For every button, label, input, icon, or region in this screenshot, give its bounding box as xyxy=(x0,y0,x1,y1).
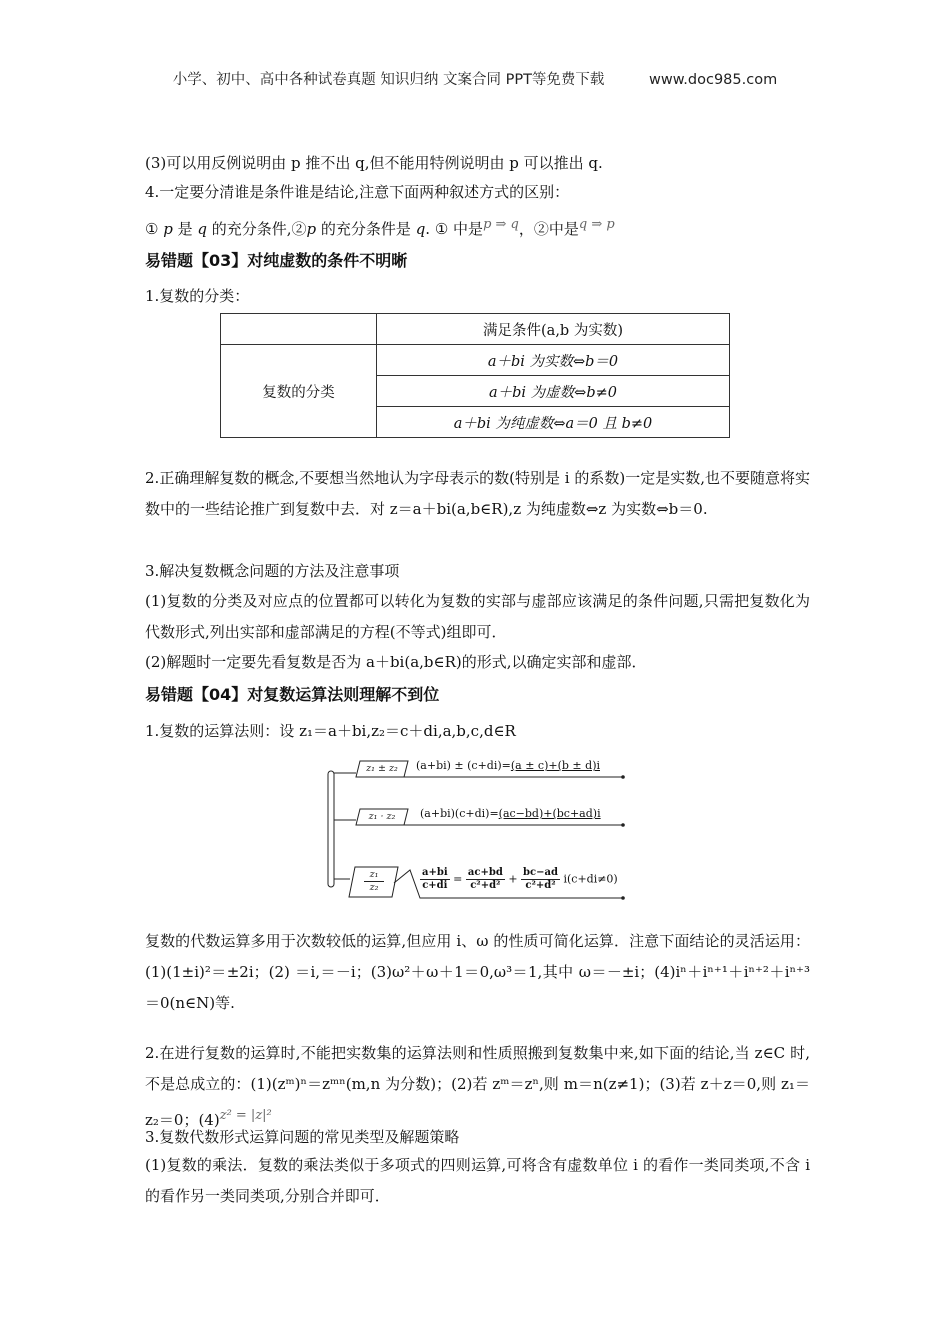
t3c: 的充分条件,② xyxy=(206,220,307,238)
rule-add-sub xyxy=(416,759,600,772)
t3f: ，②中是 xyxy=(518,220,579,238)
table-cell: a＋bi 为纯虚数⇔a＝0 且 b≠0 xyxy=(377,407,730,438)
ops-title: 1.复数的运算法则：设 z₁＝a＋bi,z₂＝c＋di,a,b,c,d∈R xyxy=(145,722,516,740)
rule3-eq: = xyxy=(453,872,463,886)
t3q2: q xyxy=(415,220,426,238)
text-line-1: (3)可以用反例说明由 p 推不出 q,但不能用特例说明由 p 可以推出 q. xyxy=(145,154,603,172)
box-add-sub: z₁ ± z₂ xyxy=(366,763,398,774)
t3e: . ① 中是 xyxy=(425,220,484,238)
table-cell: a＋bi 为虚数⇔b≠0 xyxy=(377,376,730,407)
rule-mul xyxy=(420,807,601,820)
t3q: q xyxy=(197,220,207,238)
implication-1: p ⇒ q xyxy=(483,217,519,232)
heading-03: 易错题【03】对纯虚数的条件不明晰 xyxy=(145,251,408,270)
rule2-result: (ac−bd)+(bc+ad)i xyxy=(498,807,601,820)
paragraph-4: 复数的代数运算多用于次数较低的运算,但应用 i、ω 的性质可简化运算．注意下面结论的灵活运用：(1)(1±i)²＝±2i；(2) ＝i,＝－i；(3)ω²＋ω＋1＝0,ω³＝1,其中 ω＝－±i；(4)iⁿ＋iⁿ⁺¹＋iⁿ⁺²＋iⁿ⁺³＝0(n∈N)等. xyxy=(145,932,810,1012)
p6-item-1: (1)复数的乘法．复数的乘法类似于多项式的四则运算,可将含有虚数单位 i 的看作一类同类项,不含 i 的看作另一类同类项,分别合并即可． xyxy=(145,1156,810,1205)
frac-2: $\frac{ac+bd}{\text{c²+d²}}$ xyxy=(467,867,503,891)
implication-2: q ⇒ p xyxy=(578,217,615,232)
box-mul: z₁ · z₂ xyxy=(368,811,396,822)
rule2-left: (a+bi)(c+di)= xyxy=(420,807,499,820)
frac-3: $\frac{bc-ad}{\text{c²+d²}}$ xyxy=(523,867,558,891)
t3d: 的充分条件是 xyxy=(316,220,416,238)
p3-title: 3.解决复数概念问题的方法及注意事项 xyxy=(145,562,400,580)
table-cell: a＋bi 为实数⇔b＝0 xyxy=(377,345,730,376)
box-div xyxy=(354,869,394,894)
p6-title: 3.复数代数形式运算问题的常见类型及解题策略 xyxy=(145,1128,460,1146)
t3p: p xyxy=(163,220,173,238)
classification-table xyxy=(220,313,730,438)
paragraph-2: 2.正确理解复数的概念,不要想当然地认为字母表示的数(特别是 i 的系数)一定是实数,也不要随意将实数中的一些结论推广到复数中去．对 z＝a＋bi(a,b∈R),z 为纯虚数⇔z 为实数⇔b＝0. xyxy=(145,469,810,518)
table-row xyxy=(221,345,730,376)
t3p2: p xyxy=(306,220,317,238)
rule-div xyxy=(420,867,618,892)
heading-04: 易错题【04】对复数运算法则理解不到位 xyxy=(145,685,440,704)
box-div-num: z₁ xyxy=(364,869,384,882)
table-row xyxy=(221,314,730,345)
table-col-header: 满足条件(a,b 为实数) xyxy=(377,314,730,345)
header-title: 小学、初中、高中各种试卷真题 知识归纳 文案合同 PPT等免费下载 xyxy=(172,72,605,88)
rule1-result: (a ± c)+(b ± d)i xyxy=(510,759,600,772)
rule3-tail: i(c+di≠0) xyxy=(563,872,618,886)
table-cell-empty xyxy=(221,314,377,345)
page-header xyxy=(0,68,950,89)
t3a: ① xyxy=(145,220,164,238)
rule3-plus: + xyxy=(508,872,518,886)
paragraph-5 xyxy=(145,1038,810,1136)
classify-title: 1.复数的分类： xyxy=(145,287,250,305)
p3-item-1: (1)复数的分类及对应点的位置都可以转化为复数的实部与虚部应该满足的条件问题,只需把复数化为代数形式,列出实部和虚部满足的方程(不等式)组即可． xyxy=(145,592,810,641)
text-line-2: 4.一定要分清谁是条件谁是结论,注意下面两种叙述方式的区别： xyxy=(145,183,570,201)
text-line-3 xyxy=(145,214,810,240)
t3b: 是 xyxy=(172,220,198,238)
table-row-label: 复数的分类 xyxy=(221,345,377,438)
p3-item-2: (2)解题时一定要先看复数是否为 a＋bi(a,b∈R)的形式,以确定实部和虚部． xyxy=(145,653,647,671)
header-site-link[interactable]: www.doc985.com xyxy=(649,72,778,88)
frac-1: $\frac{a+bi}{c+di}$ xyxy=(422,867,448,891)
box-div-den: z₂ xyxy=(369,882,379,893)
operations-diagram xyxy=(320,755,635,905)
p5-formula: z² = |z|² xyxy=(219,1108,272,1123)
rule1-left: (a+bi) ± (c+di)= xyxy=(416,759,511,772)
p5-text: 2.在进行复数的运算时,不能把实数集的运算法则和性质照搬到复数集中来,如下面的结论,当 z∈C 时,不是总成立的：(1)(zᵐ)ⁿ＝zᵐⁿ(m,n 为分数)；(2)若 zᵐ＝zⁿ,则 m＝n(z≠1)；(3)若 z＋z＝0,则 z₁＝z₂＝0；(4) xyxy=(145,1044,810,1129)
